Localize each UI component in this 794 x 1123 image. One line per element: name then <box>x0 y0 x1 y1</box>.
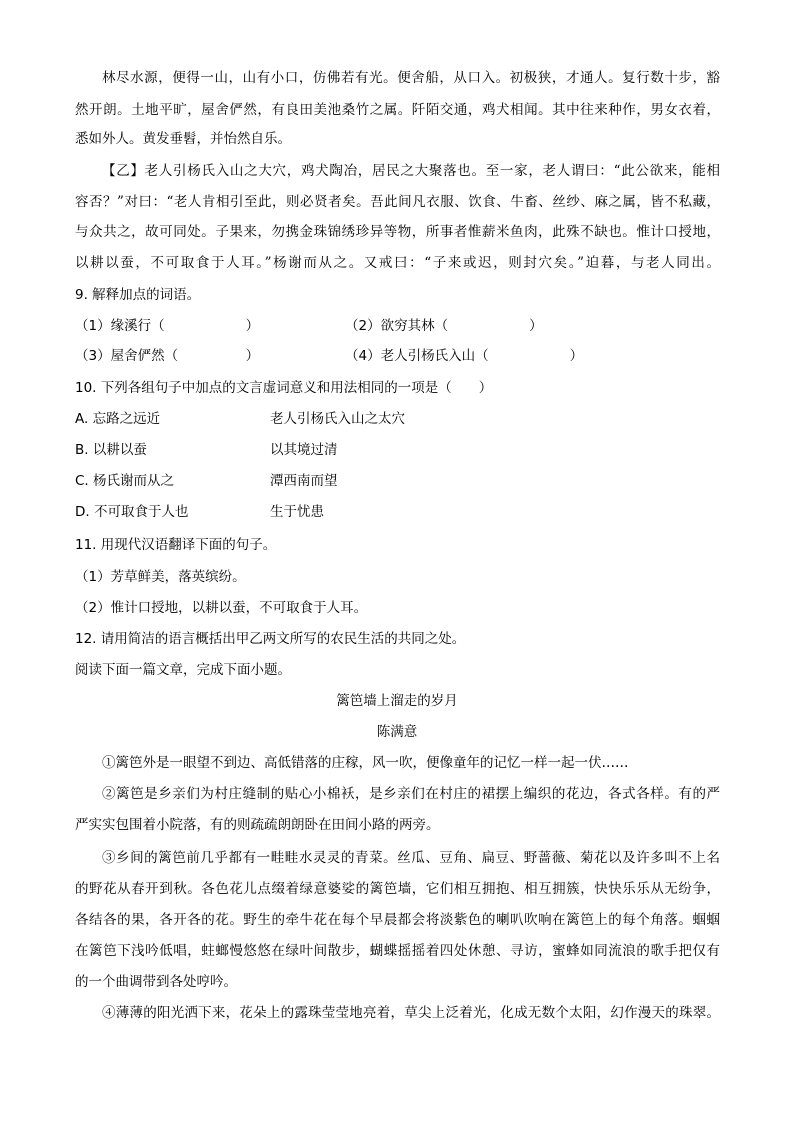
article-line: ①篱笆外是一眼望不到边、高低错落的庄稼，风一吹，便像童年的记忆一样一起一伏…… <box>102 755 629 771</box>
q10-option-left: A. 忘路之远近 <box>75 411 161 427</box>
question-11-stem: 11. 用现代汉语翻译下面的句子。 <box>75 537 277 553</box>
q9-item: （2）欲穷其林（ ） <box>345 318 543 334</box>
q10-option-right: 以其境过清 <box>270 442 338 458</box>
q11-item: （2）惟计口授地，以耕以蚕，不可取食于人耳。 <box>75 600 368 616</box>
q10-option-right: 生于忧患 <box>270 504 324 520</box>
passage-yi-line: 以耕以蚕，不可取食于人耳。”杨谢而从之。又戒曰：“子来或迟，则封穴矣。”迫暮，与老人同出。 <box>75 255 720 271</box>
q10-option-c <box>75 471 720 491</box>
article-line: 各结各的果，各开各的花。野生的牵牛花在每个早晨都会将淡紫色的喇叭吹响在篱笆上的每个角落。蝈蝈 <box>75 912 720 928</box>
q10-option-d <box>75 502 720 522</box>
q10-option-left: C. 杨氏谢而从之 <box>75 473 175 489</box>
article-title: 篱笆墙上溜走的岁月 <box>336 693 458 709</box>
article-line: ④薄薄的阳光洒下来，花朵上的露珠莹莹地亮着，草尖上泛着光，化成无数个太阳，幻作漫天的珠翠。 <box>102 1005 720 1021</box>
q10-option-b <box>75 440 720 460</box>
q10-option-left: B. 以耕以蚕 <box>75 442 147 458</box>
q9-item: （4）老人引杨氏入山（ ） <box>345 348 584 364</box>
article-line: 的野花从春开到秋。各色花儿点缀着绿意婆娑的篱笆墙，它们相互拥抱、相互拥簇，快快乐乐从无纷争， <box>75 881 720 897</box>
q9-item: （3）屋舍俨然（ ） <box>75 348 260 364</box>
article-line: ②篱笆是乡亲们为村庄缝制的贴心小棉袄，是乡亲们在村庄的裙摆上编织的花边，各式各样。有的严 <box>102 786 720 802</box>
q10-option-a <box>75 409 720 429</box>
passage-jia-line: 然开朗。土地平旷，屋舍俨然，有良田美池桑竹之属。阡陌交通，鸡犬相闻。其中往来种作，男女衣着， <box>75 102 720 118</box>
passage-jia-line: 悉如外人。黄发垂髫，并怡然自乐。 <box>75 131 291 147</box>
article-author: 陈满意 <box>376 724 418 740</box>
reading-intro: 阅读下面一篇文章，完成下面小题。 <box>75 662 291 678</box>
passage-jia-line: 林尽水源，便得一山，山有小口，仿佛若有光。便舍船，从口入。初极狭，才通人。复行数十步，豁 <box>102 70 720 86</box>
q10-option-right: 潭西南而望 <box>270 473 338 489</box>
question-9-stem: 9. 解释加点的词语。 <box>75 287 201 303</box>
q9-item: （1）缘溪行（ ） <box>75 318 260 334</box>
q10-option-right: 老人引杨氏入山之太穴 <box>270 411 405 427</box>
q11-item: （1）芳草鲜美，落英缤纷。 <box>75 569 246 585</box>
article-line: 的一个曲调带到各处哼吟。 <box>75 974 237 990</box>
q10-option-left: D. 不可取食于人也 <box>75 504 189 520</box>
question-12-stem: 12. 请用简洁的语言概括出甲乙两文所写的农民生活的共同之处。 <box>75 631 466 647</box>
article-line: 严实实包围着小院落，有的则疏疏朗朗卧在田间小路的两旁。 <box>75 817 440 833</box>
question-10-stem: 10. 下列各组句子中加点的文言虚词意义和用法相同的一项是（ ） <box>75 380 493 396</box>
article-line: 在篱笆下浅吟低唱，蛀螂慢悠悠在绿叶间散步，蝴蝶摇摇着四处休憩、寻访，蜜蜂如同流浪的歌手把仅有 <box>75 943 720 959</box>
article-line: ③乡间的篱笆前几乎都有一畦畦水灵灵的青菜。丝瓜、豆角、扁豆、野蔷薇、菊花以及许多叫不上名 <box>102 850 720 866</box>
passage-yi-line: 【乙】老人引杨氏入山之大穴，鸡犬陶冶，居民之大聚落也。至一家，老人谓曰：“此公欲来，能相 <box>102 163 720 179</box>
passage-yi-line: 容否？”对曰：“老人肯相引至此，则必贤者矣。吾此间凡衣服、饮食、牛畜、丝纱、麻之属，皆不私藏， <box>75 194 720 210</box>
passage-yi-line: 与众共之，故可同处。子果来，勿携金珠锦绣珍异等物，所事者惟薪米鱼肉，此殊不缺也。惟计口授地， <box>75 224 720 240</box>
